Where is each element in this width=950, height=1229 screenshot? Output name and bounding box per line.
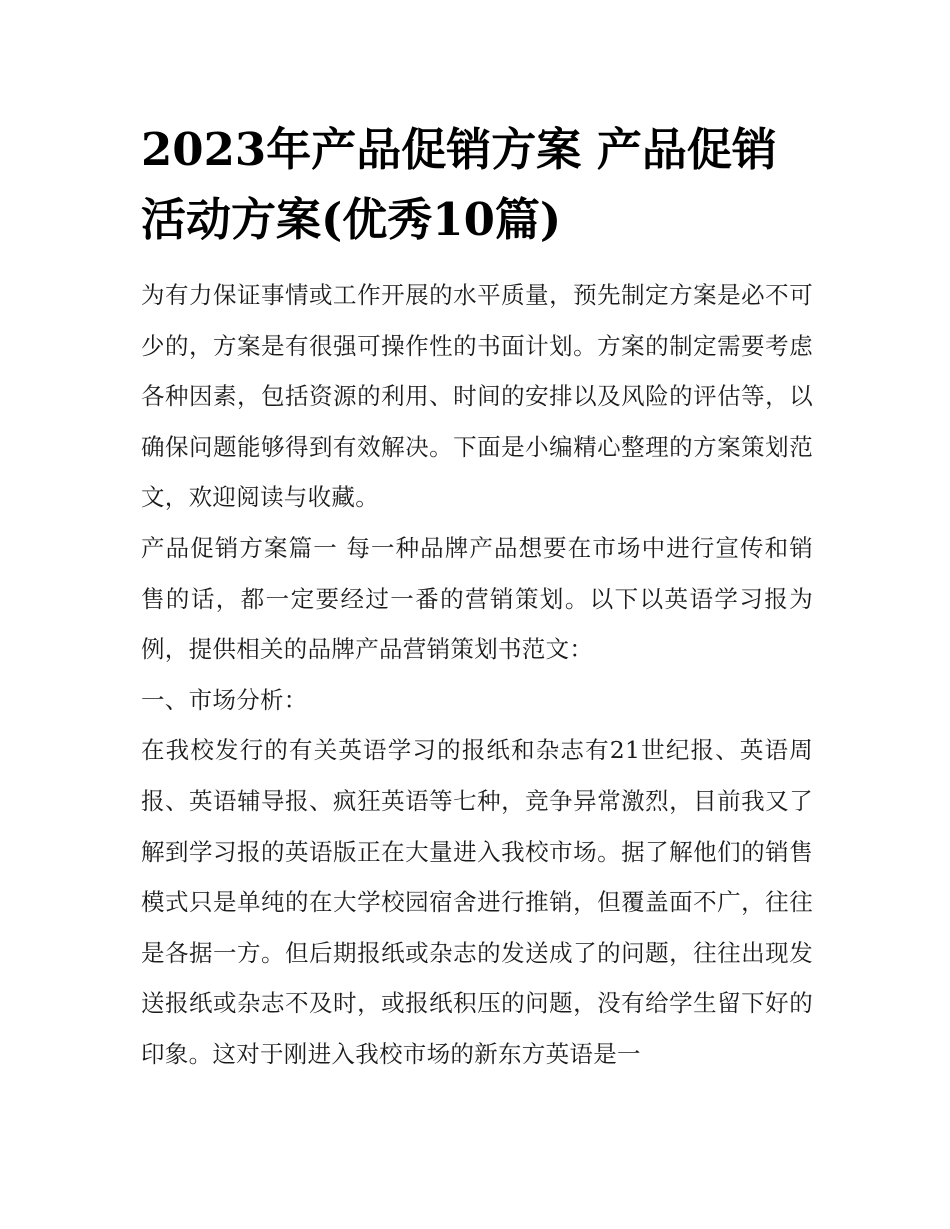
market-analysis-paragraph: 在我校发行的有关英语学习的报纸和杂志有21世纪报、英语周报、英语辅导报、疯狂英语等七种，竞争异常激烈，目前我又了解到学习报的英语版正在大量进入我校市场。据了解他们的销售模式只是单纯的在大学校园宿舍进行推销，但覆盖面不广，往往是各据一方。但后期报纸或杂志的发送成了的问题，往往出现发送报纸或杂志不及时，或报纸积压的问题，没有给学生留下好的印象。这对于刚进入我校市场的新东方英语是一 xyxy=(141,736,813,1068)
document-page xyxy=(141,115,813,1080)
market-analysis-heading: 一、市场分析： xyxy=(141,685,308,714)
document-title: 2023年产品促销方案 产品促销活动方案(优秀10篇) xyxy=(141,123,777,246)
intro-paragraph: 为有力保证事情或工作开展的水平质量，预先制定方案是必不可少的，方案是有很强可操作性的书面计划。方案的制定需要考虑各种因素，包括资源的利用、时间的安排以及风险的评估等，以确保问题能够得到有效解决。下面是小编精心整理的方案策划范文，欢迎阅读与收藏。 xyxy=(141,281,813,512)
document-body xyxy=(141,270,813,1080)
section-one-paragraph: 产品促销方案篇一 每一种品牌产品想要在市场中进行宣传和销售的话，都一定要经过一番的营销策划。以下以英语学习报为例，提供相关的品牌产品营销策划书范文： xyxy=(141,533,813,664)
